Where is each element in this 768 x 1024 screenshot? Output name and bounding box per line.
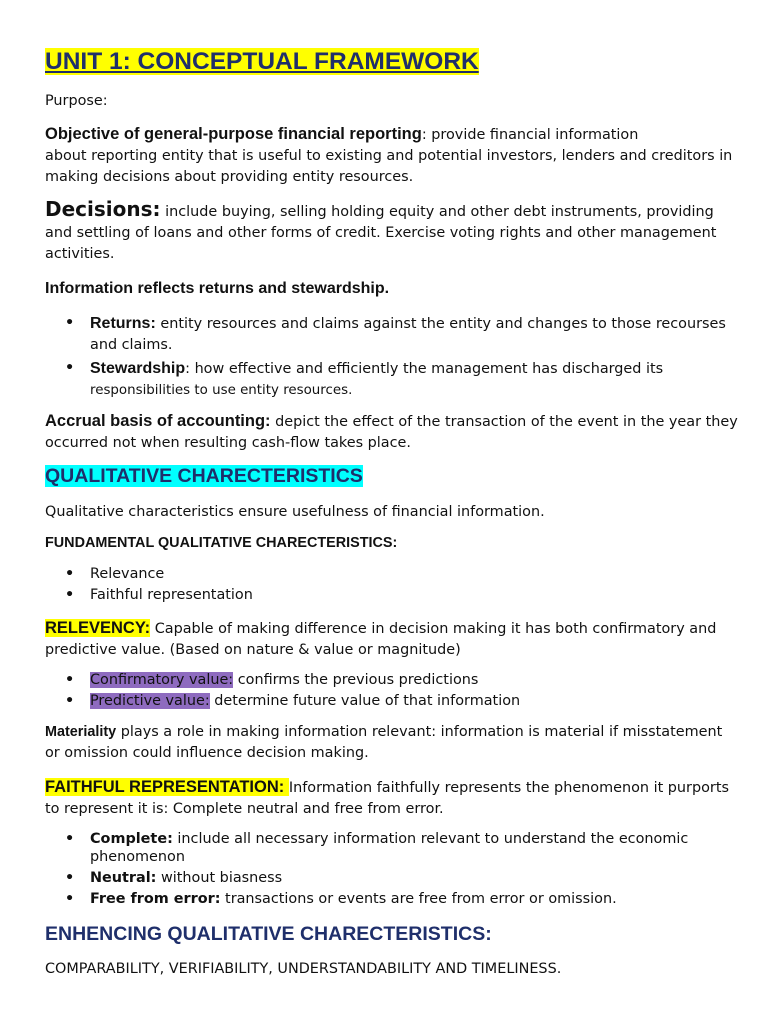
faithful-paragraph: [45, 777, 738, 820]
relevency-term: RELEVENCY:: [45, 619, 151, 637]
list-item: • Predictive value: determine future value of that information: [90, 691, 738, 712]
relevency-text: Capable of making difference in decision making it has both confirmatory and predictive value. (Based on nature & value or magnitude): [45, 621, 717, 658]
qualitative-heading: QUALITATIVE CHARECTERISTICS: [45, 465, 363, 487]
fundamental-list: [65, 564, 738, 606]
enhancing-heading: ENHENCING QUALITATIVE CHARECTERISTICS:: [45, 923, 492, 945]
list-item: • Stewardship: how effective and efficiently the management has discharged its responsibilities to use entity resources.: [65, 360, 664, 398]
faithful-text: Information faithfully represents the phenomenon it purports to represent it is: Complete neutral and free from error.: [45, 780, 729, 817]
materiality-paragraph: [45, 722, 738, 764]
materiality-term: Materiality: [45, 724, 117, 740]
value-list: [65, 670, 738, 712]
bullet-icon: •: [65, 870, 75, 886]
bullet-icon: •: [65, 315, 75, 331]
objective-text-rest: about reporting entity that is useful to existing and potential investors, lenders and creditors in making decisions about providing entity resources.: [45, 148, 733, 185]
bullet-icon: •: [65, 693, 75, 709]
list-item: • Confirmatory value: confirms the previous predictions: [90, 670, 738, 691]
objective-text: provide financial information: [426, 127, 639, 143]
accrual-text: depict the effect of the transaction of the event in the year they occurred not when resulting cash-flow takes place.: [45, 414, 738, 451]
accrual-term: Accrual basis of accounting:: [45, 412, 271, 430]
bullet-icon: •: [65, 831, 75, 847]
faithful-term: FAITHFUL REPRESENTATION:: [45, 778, 289, 796]
enhancing-text: COMPARABILITY, VERIFIABILITY, UNDERSTANDABILITY AND TIMELINESS.: [45, 961, 562, 977]
bullet-icon: •: [65, 360, 75, 376]
decisions-term: Decisions:: [45, 197, 161, 221]
list-item: • Returns: entity resources and claims against the entity and changes to those recourses and claims.: [65, 315, 726, 353]
bullet-icon: •: [65, 891, 75, 907]
faithful-list: [65, 830, 738, 910]
decisions-paragraph: [45, 199, 738, 265]
materiality-text: plays a role in making information relevant: information is material if misstatement or omission could influence decision making.: [45, 724, 723, 761]
purpose-label: Purpose:: [45, 93, 108, 109]
list-item: • Free from error: transactions or events are free from error or omission.: [90, 889, 738, 910]
list-item: • Faithful representation: [90, 585, 738, 606]
bullet-icon: •: [65, 672, 75, 688]
page-title: UNIT 1: CONCEPTUAL FRAMEWORK: [45, 48, 479, 75]
info-list: [65, 313, 738, 401]
decisions-text: include buying, selling holding equity and other debt instruments, providing and settling of loans and other forms of credit. Exercise voting rights and other management activities.: [45, 204, 717, 262]
qualitative-intro: Qualitative characteristics ensure usefulness of financial information.: [45, 504, 545, 520]
list-item: • Relevance: [90, 564, 738, 585]
objective-term: Objective of general-purpose financial reporting: [45, 125, 422, 143]
list-item: • Neutral: without biasness: [90, 868, 738, 889]
relevency-paragraph: [45, 618, 738, 661]
objective-paragraph: Objective of general-purpose financial reporting: provide financial information about reporting entity that is useful to existing and potential investors, lenders and creditors in making decisions about providing entity resources.: [45, 125, 733, 185]
fundamental-heading: FUNDAMENTAL QUALITATIVE CHARECTERISTICS:: [45, 535, 398, 551]
bullet-icon: •: [65, 587, 75, 603]
accrual-paragraph: [45, 411, 738, 454]
list-item: • Complete: include all necessary information relevant to understand the economic phenomenon: [65, 831, 689, 865]
bullet-icon: •: [65, 566, 75, 582]
info-heading: Information reflects returns and stewardship.: [45, 280, 390, 297]
